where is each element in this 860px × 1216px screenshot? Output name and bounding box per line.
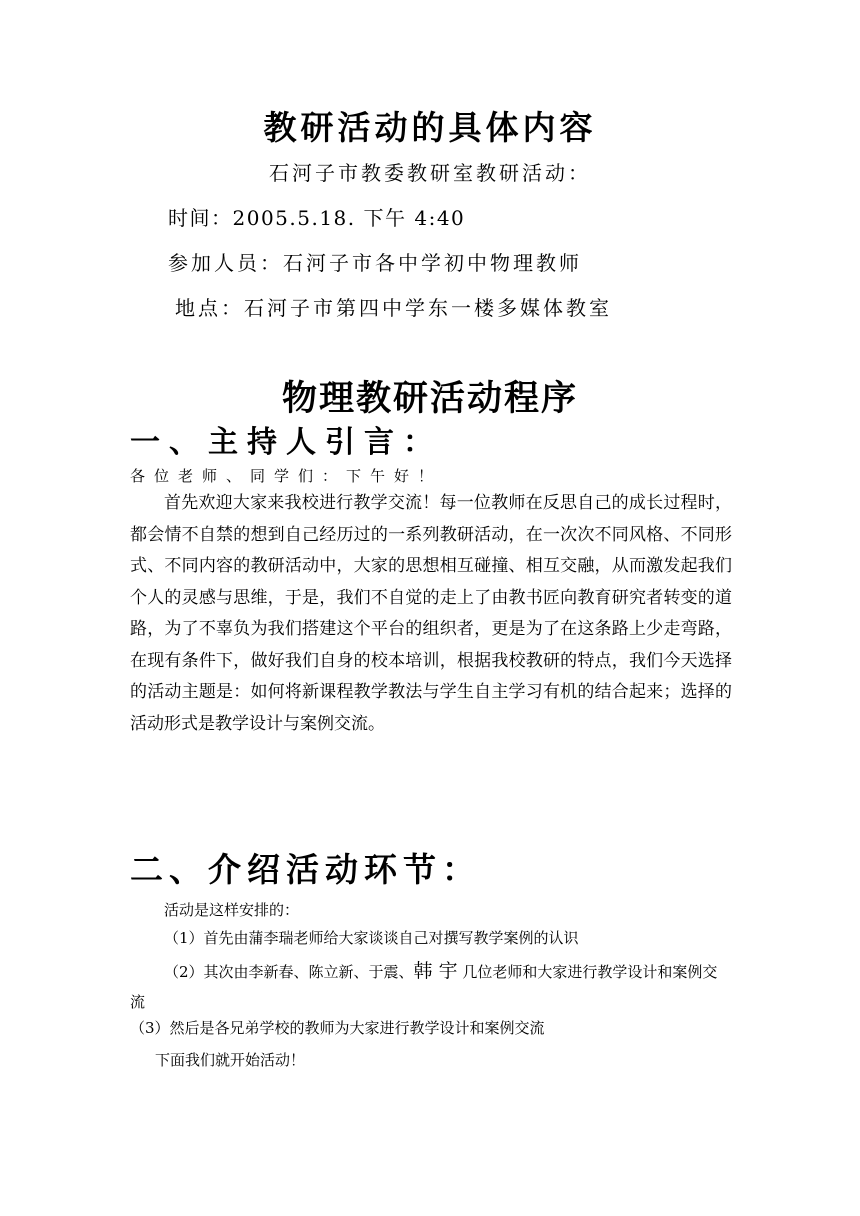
meta-participants: 参加人员：石河子市各中学初中物理教师 [168,251,582,275]
arrangement-intro: 活动是这样安排的： [164,901,300,919]
section-1-heading: 一、主持人引言： [130,425,442,460]
meta-location: 地点：石河子市第四中学东一楼多媒体教室 [175,296,612,320]
agenda-item-3: （3）然后是各兄弟学校的教师为大家进行教学设计和案例交流 [130,1019,545,1037]
agenda-item-1: （1）首先由蒲李瑞老师给大家谈谈自己对撰写教学案例的认识 [164,929,579,947]
program-title: 物理教研活动程序 [281,378,578,419]
greeting-line: 各位老师、同学们：下午好！ [130,467,443,485]
section-2-heading: 二、介绍活动环节： [130,850,481,889]
agenda-item-2-name: 韩 宇 [413,960,458,982]
document-title: 教研活动的具体内容 [263,108,597,147]
agenda-item-2-lead: （2）其次由李新春、陈立新、于震、 [164,963,414,981]
closing-line: 下面我们就开始活动！ [155,1051,306,1069]
intro-paragraph: 首先欢迎大家来我校进行教学交流！每一位教师在反思自己的成长过程时，都会情不自禁的想到自己经历过的一系列教研活动，在一次次不同风格、不同形式、不同内容的教研活动中，大家的思想相互碰撞、相互交融，从而激发起我们个人的灵感与思维，于是，我们不自觉的走上了由教书匠向教育研究者转变的道路，为了不辜负为我们搭建这个平台的组织者，更是为了在这条路上少走弯路，在现有条件下，做好我们自身的校本培训，根据我校教研的特点，我们今天选择的活动主题是：如何将新课程教学教法与学生自主学习有机的结合起来；选择的活动形式是教学设计与案例交流。 [130,493,732,734]
agenda-item-2 [130,956,732,1017]
meta-time: 时间：2005.5.18. 下午 4:40 [168,206,466,230]
agenda-item-2-tail: 几位老师和大家进行教学设计和案例交流 [130,963,718,1011]
document-subtitle: 石河子市教委教研室教研活动： [269,161,591,185]
